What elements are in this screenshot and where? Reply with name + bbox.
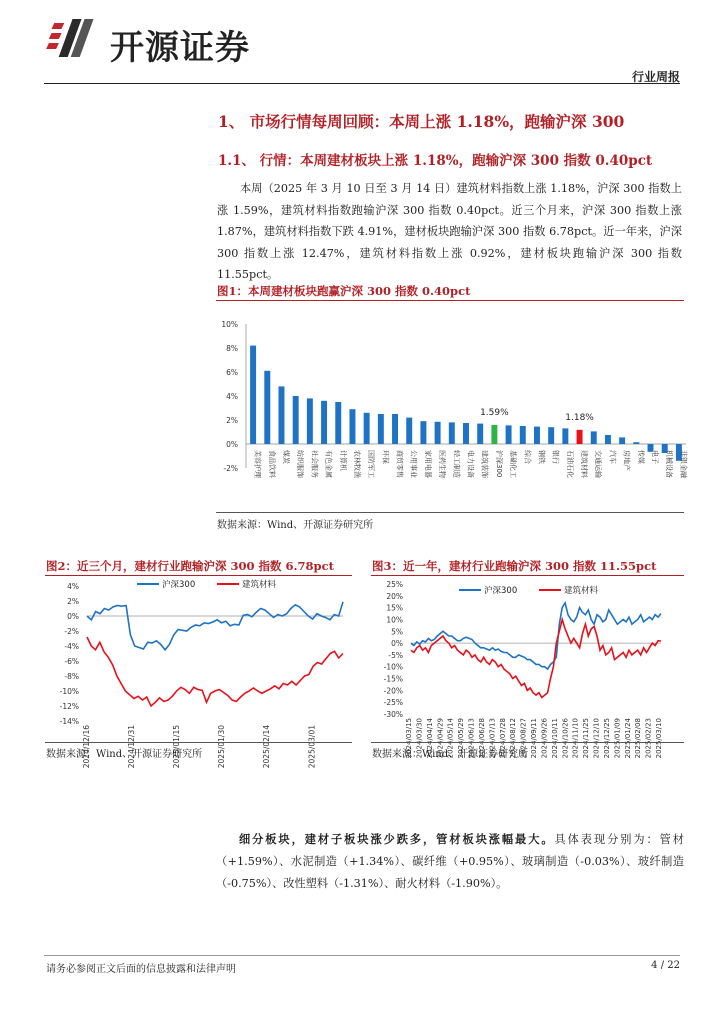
brand-name: 开源证券	[110, 28, 250, 68]
legend-label: 建筑材料	[564, 586, 599, 596]
fig3-ytick: 20%	[386, 591, 403, 601]
fig1-bar	[321, 401, 327, 444]
fig1-bar	[520, 426, 526, 444]
fig3-ytick: 15%	[386, 603, 403, 613]
fig3-xtick: 2024/04/14	[425, 718, 434, 759]
fig3-xtick: 2024/12/10	[592, 718, 601, 759]
footer-disclaimer: 请务必参阅正文后面的信息披露和法律声明	[46, 964, 236, 975]
fig1-category-label: 机械设备	[665, 450, 674, 478]
fig1-category-label: 计算机	[338, 450, 347, 471]
fig1-category-label: 公用事业	[409, 450, 418, 478]
fig3-xtick: 2024/09/11	[530, 718, 538, 759]
fig1-bar	[293, 396, 299, 444]
fig2-xtick: 2025/01/15	[172, 725, 182, 769]
fig3-xtick: 2024/08/27	[519, 718, 528, 759]
fig2-ytick: -10%	[59, 687, 79, 696]
fig1-bar	[605, 435, 611, 444]
fig3-xtick: 2024/07/28	[498, 718, 507, 759]
fig1-ytick: 8%	[226, 344, 238, 353]
fig1-category-label: 钢铁	[537, 450, 546, 464]
fig3-xtick: 2025/01/24	[623, 718, 632, 759]
body-paragraph: 本周（2025 年 3 月 10 日至 3 月 14 日）建筑材料指数上涨 1.18%，沪深 300 指数上涨 1.59%，建筑材料指数跑输沪深 300 指数 0.40pct。近三个月来，沪深 300 指数上涨 1.87%，建筑材料指数下跌 4.91%，建材板块跑输沪深 300 指数 6.78pct。近一年来，沪深 300 指数上涨 12.47%，建筑材料指数上涨 0.92%，建材板块跑输沪深 300 指数 11.55pct。	[217, 182, 682, 281]
report-type: 行业周报	[631, 70, 680, 84]
fig1-category-label: 房地产	[622, 450, 631, 471]
fig1-category-label: 基础化工	[509, 450, 518, 478]
fig1-category-label: 石油石化	[565, 450, 574, 478]
figure2-title: 图2：近三个月，建材行业跑输沪深 300 指数 6.78pct	[46, 559, 334, 573]
fig3-xtick: 2024/11/10	[571, 718, 580, 759]
fig1-bar	[279, 386, 285, 444]
fig2-ytick: -6%	[64, 657, 79, 666]
fig3-xtick: 2024/10/11	[550, 718, 559, 759]
fig1-category-label: 沪深300	[494, 450, 503, 478]
fig1-bar	[633, 442, 639, 444]
fig1-category-label: 环保	[381, 450, 390, 464]
fig3-xtick: 2024/10/26	[561, 718, 570, 759]
summary-rest: 具体表现分别为：管材（+1.59%）、水泥制造（+1.34%）、碳纤维（+0.95%）、玻璃制造（-0.03%）、玻纤制造（-0.75%）、改性塑料（-1.31%）、耐火材料（-1.90%）。	[216, 833, 684, 890]
fig1-category-label: 纺织服饰	[296, 450, 305, 478]
fig1-category-label: 电力设备	[466, 450, 475, 478]
figure1-bar-chart	[216, 310, 688, 515]
fig2-ytick: 0%	[67, 612, 79, 621]
fig1-category-label: 社会服务	[310, 450, 319, 478]
fig2-xtick: 2024/12/16	[82, 725, 91, 769]
fig1-category-label: 国防军工	[367, 450, 376, 478]
fig3-ytick: -20%	[383, 686, 403, 696]
fig3-xtick: 2024/07/13	[488, 718, 497, 759]
fig3-xtick: 2024/05/14	[446, 718, 455, 759]
fig1-bar	[463, 423, 469, 444]
fig1-category-label: 有色金属	[324, 450, 333, 478]
fig1-category-label: 煤炭	[281, 450, 290, 464]
fig3-xtick: 2025/01/09	[613, 718, 622, 759]
footer-divider	[44, 955, 680, 956]
fig1-bar	[449, 422, 455, 444]
figure1-bottom-rule	[216, 512, 684, 513]
fig1-ytick: 0%	[226, 440, 238, 449]
fig2-ytick: -14%	[59, 717, 79, 726]
fig1-category-label: 汽车	[608, 450, 617, 464]
fig1-category-label: 银行	[551, 450, 560, 464]
fig3-xtick: 2024/06/28	[477, 718, 486, 759]
fig1-bar	[250, 346, 256, 444]
fig3-xtick: 2025/02/23	[644, 718, 653, 759]
fig1-category-label: 商贸零售	[395, 450, 404, 478]
fig1-bar	[619, 437, 625, 444]
figure1-title: 图1：本周建材板块跑赢沪深 300 指数 0.40pct	[217, 284, 471, 298]
fig2-xtick: 2025/01/30	[217, 725, 227, 769]
fig2-ytick: -2%	[64, 627, 79, 636]
fig3-ytick: -30%	[383, 710, 403, 719]
figure3-bottom-rule	[371, 742, 684, 743]
fig3-ytick: -15%	[383, 674, 403, 684]
fig2-xtick: 2024/12/31	[127, 725, 137, 769]
fig1-bar	[364, 413, 370, 444]
fig1-ytick: 4%	[226, 392, 238, 401]
fig1-bar	[307, 398, 313, 444]
fig2-ytick: -4%	[64, 642, 79, 651]
fig1-bar	[392, 414, 398, 444]
fig1-category-label: 建筑材料	[580, 450, 589, 478]
fig2-ytick: -8%	[64, 672, 79, 681]
figure1-title-rule	[216, 300, 684, 301]
fig1-bar	[548, 427, 554, 444]
fig1-ytick: 6%	[226, 368, 238, 377]
fig3-xtick: 2024/03/30	[415, 718, 424, 759]
header-divider	[44, 83, 680, 84]
fig3-xtick: 2024/05/29	[457, 718, 466, 759]
fig1-category-label: 非银金融	[679, 450, 688, 478]
fig1-category-label: 建筑装饰	[480, 450, 489, 478]
fig1-category-label: 轻工制造	[452, 450, 461, 478]
fig1-category-label: 交通运输	[594, 450, 603, 478]
fig1-bar	[506, 425, 512, 444]
figure1-source: 数据来源：Wind、开源证券研究所	[217, 520, 374, 531]
fig3-xtick: 2024/12/25	[602, 718, 611, 759]
fig3-ytick: -25%	[383, 698, 403, 708]
fig1-category-label: 食品饮料	[267, 450, 276, 478]
fig1-ytick: 10%	[221, 320, 238, 329]
fig1-category-label: 家用电器	[423, 450, 432, 478]
fig2-ytick: 4%	[67, 582, 79, 591]
fig1-category-label: 医药生物	[438, 450, 447, 478]
series-line-1	[87, 637, 343, 706]
fig1-bar	[491, 425, 497, 444]
fig3-xtick: 2025/03/10	[655, 718, 663, 759]
fig2-xtick: 2025/03/01	[307, 725, 317, 769]
fig1-category-label: 农林牧渔	[352, 450, 361, 478]
figure3-source: 数据来源：Wind、开源证券研究所	[372, 749, 529, 760]
page-number: 4 / 22	[651, 960, 680, 971]
fig1-category-label: 美容护理	[253, 450, 262, 478]
legend-label: 建筑材料	[242, 580, 277, 590]
fig3-xtick: 2024/09/26	[540, 718, 549, 759]
fig2-ytick: 2%	[67, 597, 79, 606]
fig1-category-label: 传媒	[636, 450, 645, 464]
fig3-ytick: 0%	[391, 639, 403, 649]
legend-label: 沪深300	[484, 586, 518, 596]
fig1-bar	[477, 424, 483, 444]
legend-label: 沪深300	[162, 580, 196, 590]
fig1-ytick: -2%	[223, 464, 238, 473]
summary-paragraph	[216, 828, 684, 895]
fig2-xtick: 2025/02/14	[262, 725, 272, 769]
section-heading: 1、 市场行情每周回顾：本周上涨 1.18%，跑输沪深 300	[218, 112, 625, 131]
fig1-bar	[335, 402, 341, 444]
fig3-xtick: 2024/08/12	[509, 718, 518, 759]
fig3-ytick: -10%	[383, 662, 403, 672]
fig3-xtick: 2024/03/15	[405, 718, 413, 759]
fig1-bar	[591, 431, 597, 444]
fig1-value-label: 1.59%	[480, 407, 509, 418]
fig1-ytick: 2%	[226, 416, 238, 425]
fig1-value-label: 1.18%	[565, 412, 594, 423]
figure2-source: 数据来源：Wind、开源证券研究所	[46, 749, 203, 760]
fig1-bar	[406, 418, 412, 444]
series-line-0	[411, 603, 661, 669]
fig1-category-label: 电子	[651, 450, 660, 464]
series-line-0	[87, 602, 343, 650]
fig1-bar	[264, 371, 270, 444]
fig1-bar	[378, 414, 384, 444]
fig3-xtick: 2025/02/08	[634, 718, 643, 759]
fig2-ytick: -12%	[59, 702, 79, 711]
fig1-bar	[577, 430, 583, 444]
fig1-bar	[420, 421, 426, 444]
brand-logo-mark	[50, 15, 110, 65]
fig3-xtick: 2024/11/25	[582, 718, 591, 759]
fig1-bar	[534, 427, 540, 444]
figure3-title: 图3：近一年，建材行业跑输沪深 300 指数 11.55pct	[372, 559, 657, 573]
fig1-bar	[562, 428, 568, 444]
series-line-1	[411, 620, 661, 698]
fig3-ytick: -5%	[388, 650, 403, 660]
fig3-ytick: 25%	[386, 580, 403, 589]
fig3-xtick: 2024/06/13	[467, 718, 476, 759]
summary-bold: 细分板块，建材子板块涨少跌多，管材板块涨幅最大。	[239, 832, 555, 846]
fig1-bar	[435, 422, 441, 444]
subsection-heading: 1.1、 行情：本周建材板块上涨 1.18%，跑输沪深 300 指数 0.40pct	[218, 153, 653, 169]
fig1-bar	[349, 409, 355, 444]
fig1-category-label: 综合	[523, 450, 532, 464]
fig3-xtick: 2024/04/29	[436, 718, 445, 759]
fig3-ytick: 5%	[391, 627, 403, 637]
figure2-bottom-rule	[45, 742, 352, 743]
fig3-ytick: 10%	[386, 615, 403, 625]
